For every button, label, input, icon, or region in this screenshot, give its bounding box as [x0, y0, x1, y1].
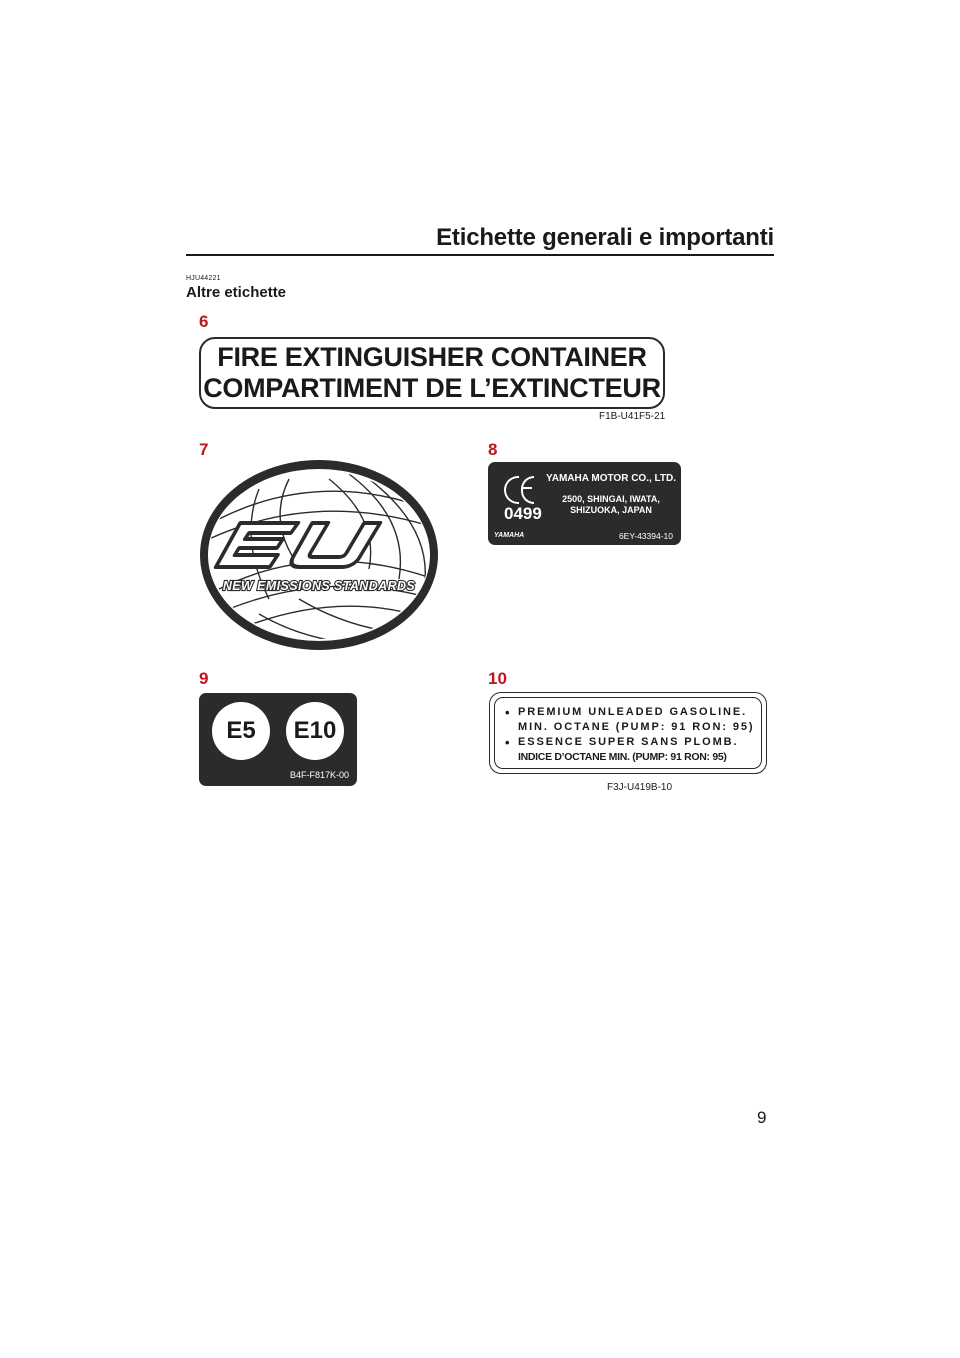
bullet-1: • — [505, 705, 510, 720]
fuel-compatibility-part-number: B4F-F817K-00 — [289, 770, 349, 780]
manufacturer-address — [546, 494, 676, 516]
octane-line-4: INDICE D’OCTANE MIN. (PUMP: 91 RON: 95) — [518, 751, 727, 763]
manufacturer-name: YAMAHA MOTOR CO., LTD. — [546, 473, 676, 484]
label-number-9: 9 — [199, 669, 209, 688]
title-divider — [186, 254, 774, 256]
ce-label-part-number: 6EY-43394-10 — [618, 531, 673, 541]
brand-logo-text: YAMAHA — [494, 532, 525, 539]
label-number-10: 10 — [488, 669, 507, 688]
label-number-6: 6 — [199, 312, 209, 331]
fuel-compatibility-label — [199, 693, 357, 786]
section-code: HJU44221 — [186, 275, 221, 282]
section-title: Altre etichette — [186, 284, 287, 301]
fire-extinguisher-label — [199, 337, 665, 409]
label-number-7: 7 — [199, 440, 209, 459]
address-line-1: 2500, SHINGAI, IWATA, — [562, 494, 660, 504]
octane-line-3: ESSENCE SUPER SANS PLOMB. — [518, 736, 739, 748]
fire-extinguisher-line-2: COMPARTIMENT DE L’EXTINCTEUR — [203, 373, 661, 403]
eu-emblem-subtitle: NEW EMISSIONS STANDARDS — [222, 579, 416, 593]
notified-body-number: 0499 — [504, 504, 542, 523]
e5-badge: E5 — [212, 702, 270, 760]
eu-emissions-emblem-icon — [199, 459, 439, 651]
label-number-8: 8 — [488, 440, 498, 459]
address-line-2: SHIZUOKA, JAPAN — [570, 505, 652, 515]
octane-line-2: MIN. OCTANE (PUMP: 91 RON: 95) — [518, 721, 755, 733]
ce-mark-e — [521, 476, 534, 504]
fire-extinguisher-line-1: FIRE EXTINGUISHER CONTAINER — [217, 342, 647, 372]
fire-extinguisher-part-number: F1B-U41F5-21 — [599, 411, 666, 422]
ce-manufacturer-label — [488, 462, 681, 545]
page-number: 9 — [757, 1108, 767, 1127]
octane-line-1: PREMIUM UNLEADED GASOLINE. — [518, 706, 748, 718]
ce-mark-e-bar — [523, 487, 532, 489]
fuel-octane-part-number: F3J-U419B-10 — [607, 782, 673, 793]
ce-mark-icon — [504, 476, 519, 504]
bullet-2: • — [505, 735, 510, 750]
page-title: Etichette generali e importanti — [436, 224, 774, 251]
e10-badge: E10 — [286, 702, 344, 760]
